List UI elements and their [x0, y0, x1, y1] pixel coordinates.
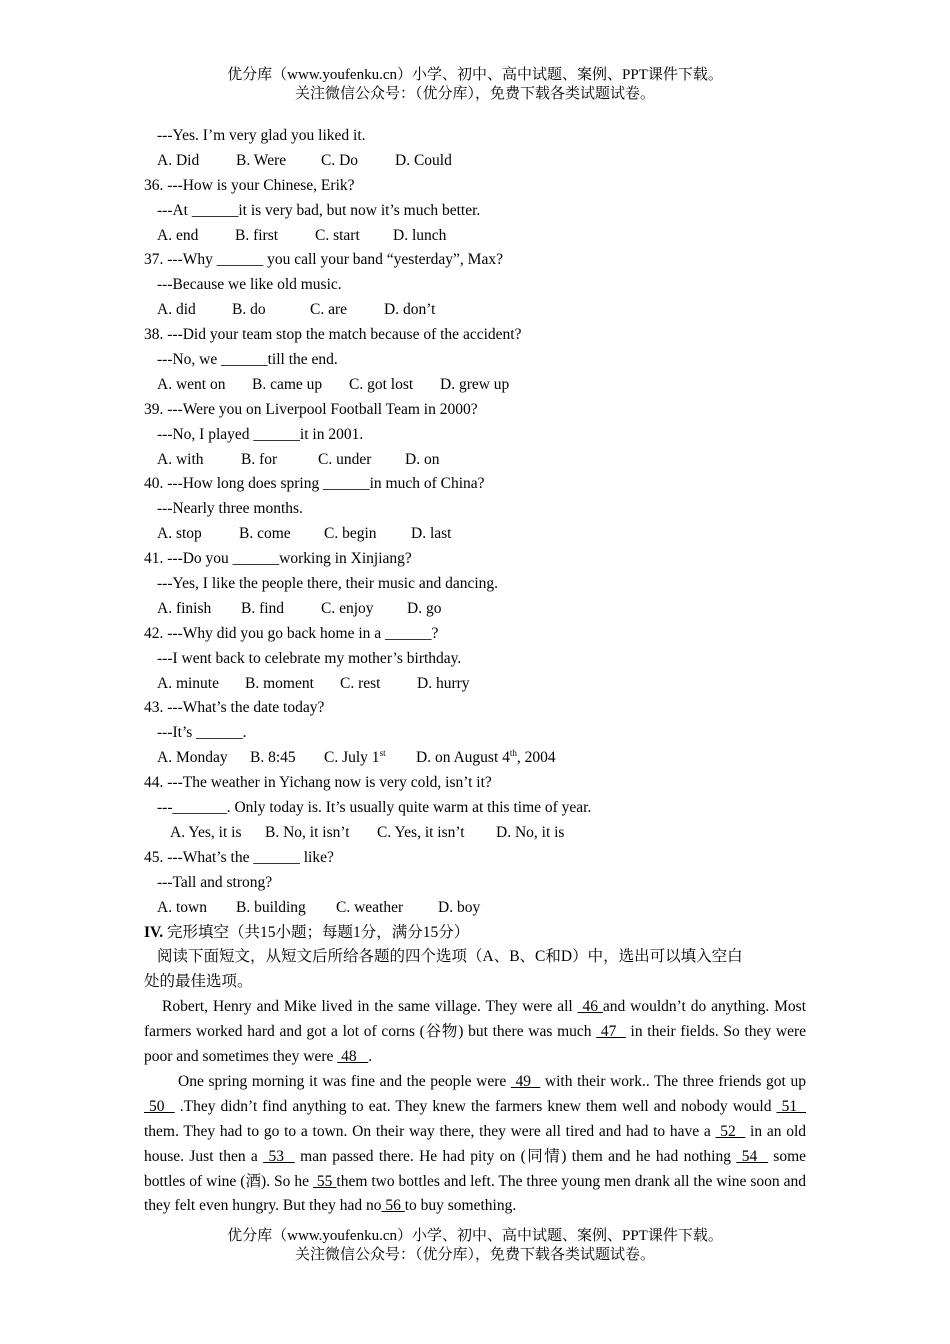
option-a: A. Yes, it is	[170, 823, 242, 841]
q42-answer: ---I went back to celebrate my mother’s birthday.	[157, 649, 462, 667]
option-b: B. No, it isn’t	[265, 823, 350, 841]
passage-text: with their work.. The three friends got up	[540, 1072, 806, 1090]
option-c: C. under	[318, 450, 372, 468]
option-c: C. got lost	[349, 375, 414, 393]
page-header	[0, 66, 950, 104]
q42-options	[144, 672, 806, 697]
q43-question: 43. ---What’s the date today?	[144, 699, 325, 717]
option-d: D. lunch	[393, 226, 447, 244]
blank-54: 54	[736, 1147, 768, 1165]
q43-options	[144, 746, 806, 771]
q37-answer: ---Because we like old music.	[157, 276, 342, 294]
option-b: B. find	[241, 599, 285, 617]
option-c: C. are	[310, 301, 348, 319]
blank-47: 47	[596, 1023, 626, 1041]
passage-text: them. They had to go to a town. On their way there, they were all tired and had to have a	[144, 1122, 716, 1140]
option-a: A. Did	[157, 151, 200, 169]
q45-options	[144, 896, 806, 921]
q44-question: 44. ---The weather in Yichang now is very cold, isn’t it?	[144, 774, 492, 792]
option-c: C. begin	[324, 525, 377, 543]
option-a: A. minute	[157, 674, 219, 692]
option-d	[416, 746, 556, 771]
q39-answer: ---No, I played ______it in 2001.	[157, 425, 364, 443]
option-c: C. Yes, it isn’t	[377, 823, 465, 841]
option-d-year: , 2004	[516, 749, 556, 767]
blank-56: 56	[381, 1197, 405, 1215]
passage-text: .They didn’t find anything to eat. They knew the farmers knew them well and nobody would	[174, 1097, 777, 1115]
passage-text: and wouldn’t do anything. Most farmers worked hard and got a lot of corns (谷物) but there was much	[144, 998, 806, 1041]
page-footer	[0, 1227, 950, 1265]
passage-text: in an old house. Just then a	[144, 1122, 807, 1165]
option-a: A. town	[157, 898, 207, 916]
q38-question: 38. ---Did your team stop the match because of the accident?	[144, 326, 522, 344]
passage-text: them two bottles and left. The three young men drank all the wine soon and they felt even hungry. But they had no	[144, 1172, 806, 1215]
blank-52: 52	[715, 1122, 746, 1140]
option-c-suffix: st	[379, 748, 386, 759]
option-d: D. don’t	[384, 301, 436, 319]
option-b: B. Were	[236, 151, 287, 169]
q41-answer: ---Yes, I like the people there, their music and dancing.	[157, 575, 499, 593]
option-a: A. went on	[157, 375, 226, 393]
q39-options	[144, 448, 806, 473]
option-a: A. finish	[157, 599, 212, 617]
header-line-2: 关注微信公众号：（优分库），免费下载各类试题试卷。	[294, 86, 655, 102]
passage-text: man passed there. He had pity on (同情) them and he had nothing	[294, 1147, 737, 1165]
q44-options	[144, 821, 806, 846]
option-b: B. come	[239, 525, 291, 543]
option-b: B. came up	[252, 375, 323, 393]
passage-paragraph-2	[144, 1070, 806, 1219]
option-d: D. on	[405, 450, 440, 468]
blank-51: 51	[776, 1097, 807, 1115]
q36-answer: ---At ______it is very bad, but now it’s much better.	[157, 201, 481, 219]
passage-text: some bottles of wine (酒). So he	[144, 1147, 807, 1190]
q38-options	[144, 373, 806, 398]
passage-text: One spring morning it was fine and the people were	[178, 1072, 511, 1090]
option-d: D. No, it is	[496, 823, 565, 841]
section-number: IV.	[144, 923, 164, 941]
option-b: B. building	[236, 898, 306, 916]
section-title: 完形填空（共15小题；每题1分，满分15分）	[163, 923, 470, 941]
option-d: D. last	[411, 525, 452, 543]
section-instruction-2: 处的最佳选项。	[144, 973, 253, 991]
option-a: A. did	[157, 301, 196, 319]
passage-text: in their fields. So they were poor and sometimes they were	[144, 1023, 806, 1065]
passage-text: .	[368, 1047, 373, 1065]
q40-options	[144, 522, 806, 547]
q38-answer: ---No, we ______till the end.	[157, 351, 338, 369]
option-a: A. with	[157, 450, 204, 468]
q40-question: 40. ---How long does spring ______in much of China?	[144, 475, 485, 493]
blank-53: 53	[263, 1147, 295, 1165]
blank-49: 49	[510, 1072, 541, 1090]
option-c: C. rest	[340, 674, 381, 692]
blank-46: 46	[577, 998, 603, 1016]
option-d: D. hurry	[417, 674, 470, 692]
option-d: D. boy	[438, 898, 481, 916]
header-line-1: 优分库（www.youfenku.cn）小学、初中、高中试题、案例、PPT课件下载。	[227, 67, 723, 83]
q43-answer: ---It’s ______.	[157, 724, 247, 742]
option-a: A. stop	[157, 525, 202, 543]
q41-options	[144, 597, 806, 622]
option-d-text: D. on August 4	[416, 749, 510, 767]
q42-question: 42. ---Why did you go back home in a ______?	[144, 624, 439, 642]
option-a: A. Monday	[157, 749, 228, 767]
blank-48: 48	[337, 1047, 369, 1065]
footer-line-2: 关注微信公众号：（优分库），免费下载各类试题试卷。	[294, 1247, 655, 1263]
passage-paragraph-1	[144, 995, 806, 1070]
option-d-suffix: th	[509, 748, 517, 759]
blank-50: 50	[144, 1097, 175, 1115]
option-a: A. end	[157, 226, 199, 244]
q35-options	[144, 149, 806, 174]
q37-options	[144, 298, 806, 323]
option-c: C. weather	[336, 898, 404, 916]
q39-question: 39. ---Were you on Liverpool Football Team in 2000?	[144, 400, 478, 418]
option-d: D. Could	[395, 151, 452, 169]
option-c-text: C. July 1	[324, 749, 380, 767]
option-d: D. go	[407, 599, 442, 617]
q36-question: 36. ---How is your Chinese, Erik?	[144, 176, 355, 194]
q35-answer: ---Yes. I’m very glad you liked it.	[157, 127, 366, 144]
option-d: D. grew up	[440, 375, 510, 393]
blank-55: 55	[312, 1172, 337, 1190]
q36-options	[144, 224, 806, 249]
q41-question: 41. ---Do you ______working in Xinjiang?	[144, 550, 412, 568]
option-c: C. start	[315, 226, 360, 244]
section-heading	[144, 921, 806, 946]
passage-text: Robert, Henry and Mike lived in the same village. They were all	[162, 998, 578, 1016]
q45-question: 45. ---What’s the ______ like?	[144, 848, 334, 866]
q44-answer: ---_______. Only today is. It’s usually quite warm at this time of year.	[157, 799, 592, 817]
q37-question: 37. ---Why ______ you call your band “yesterday”, Max?	[144, 251, 503, 269]
option-b: B. do	[232, 301, 266, 319]
option-c: C. enjoy	[321, 599, 374, 617]
exam-content	[144, 124, 806, 1219]
option-c	[324, 746, 416, 771]
option-b: B. for	[241, 450, 278, 468]
q45-answer: ---Tall and strong?	[157, 873, 273, 891]
option-b: B. first	[235, 226, 279, 244]
q40-answer: ---Nearly three months.	[157, 500, 303, 518]
option-b: B. moment	[245, 674, 314, 692]
passage-text: to buy something.	[404, 1197, 517, 1215]
footer-line-1: 优分库（www.youfenku.cn）小学、初中、高中试题、案例、PPT课件下载。	[227, 1228, 723, 1244]
section-instruction-1: 阅读下面短文，从短文后所给各题的四个选项（A、B、C和D）中，选出可以填入空白	[157, 948, 743, 966]
option-b: B. 8:45	[250, 749, 296, 767]
option-c: C. Do	[321, 151, 359, 169]
